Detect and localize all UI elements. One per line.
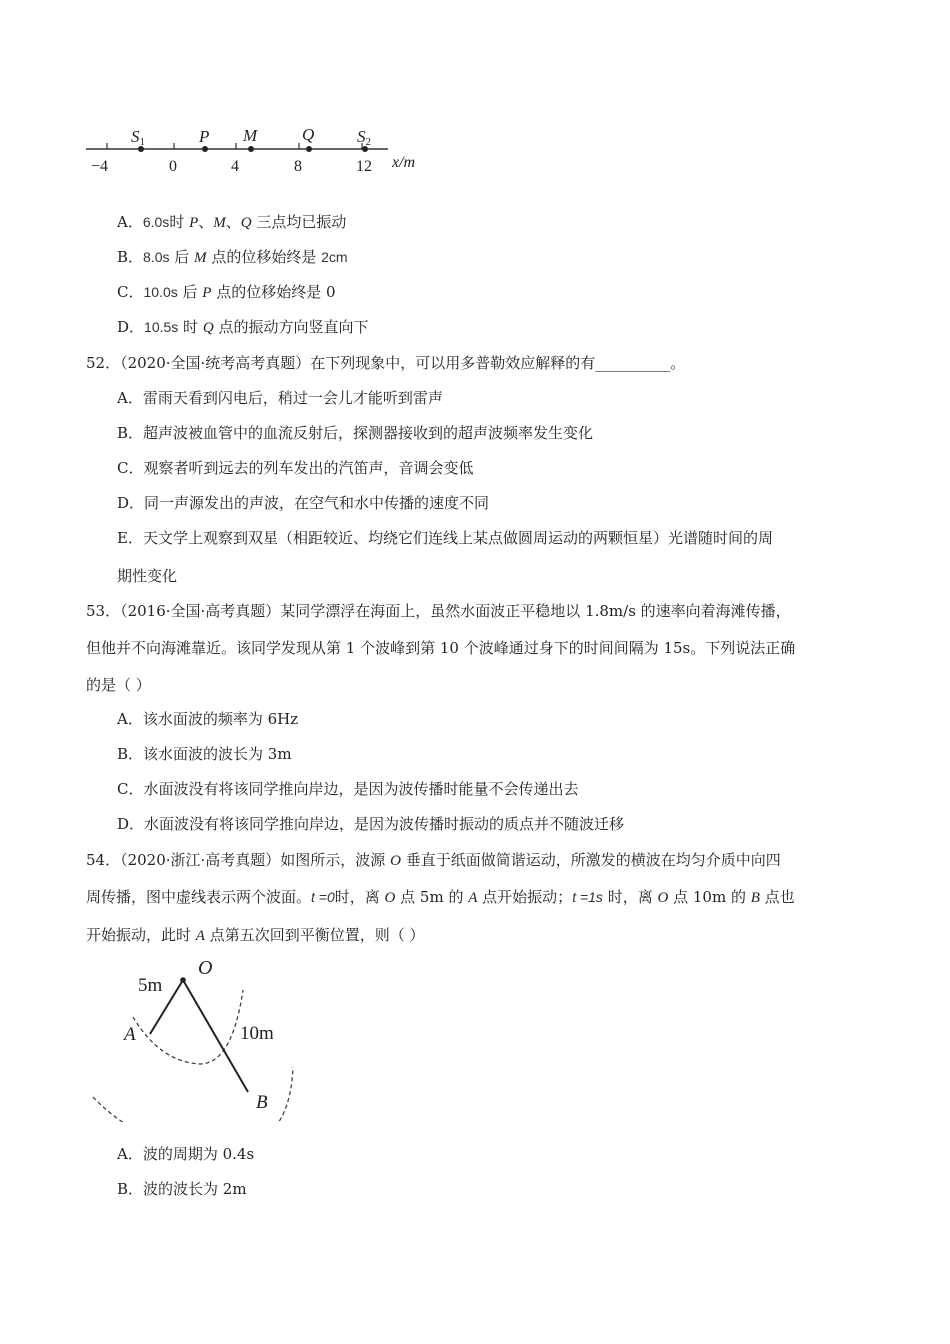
q52-option-b: B．超声波被血管中的血流反射后，探测器接收到的超声波频率发生变化 [117, 424, 594, 442]
q53-stem-line3: 的是（ ） [86, 676, 151, 694]
q53-option-b: B．该水面波的波长为 3m [117, 745, 292, 763]
source-point [180, 977, 186, 983]
number-line-figure [80, 118, 440, 180]
q54-stem-line1: 54．（2020·浙江·高考真题）如图所示，波源 O 垂直于纸面做简谐运动，所激发的横波在均匀介质中向四 [86, 851, 781, 869]
q52-option-c: C．观察者听到远去的列车发出的汽笛声，音调会变低 [117, 459, 474, 477]
q52-option-d: D．同一声源发出的声波，在空气和水中传播的速度不同 [117, 494, 490, 512]
q54-option-b: B．波的波长为 2m [117, 1180, 247, 1198]
label-m: M [243, 126, 258, 145]
q51-option-a: A．6.0s时 P、M、Q 三点均已振动 [117, 213, 347, 231]
point-m [248, 146, 254, 152]
label-q: Q [302, 125, 315, 144]
label-a: A [124, 1024, 136, 1045]
q53-option-c: C．水面波没有将该同学推向岸边，是因为波传播时能量不会传递出去 [117, 780, 579, 798]
q52-option-a: A．雷雨天看到闪电后，稍过一会儿才能听到雷声 [117, 389, 443, 407]
q53-stem-line1: 53．（2016·全国·高考真题）某同学漂浮在海面上，虽然水面波正平稳地以 1.8m/s 的速率向着海滩传播， [86, 602, 791, 620]
label-10m: 10m [240, 1023, 274, 1044]
q51-option-b: B．8.0s 后 M 点的位移始终是 2cm [117, 248, 348, 266]
q51-option-c: C．10.0s 后 P 点的位移始终是 0 [117, 283, 336, 301]
tick-label: −4 [91, 158, 109, 175]
point-q [306, 146, 312, 152]
q53-option-a: A．该水面波的频率为 6Hz [117, 710, 299, 728]
q52-option-e: E．天文学上观察到双星（相距较近、均绕它们连线上某点做圆周运动的两颗恒星）光谱随时间的周 [117, 529, 773, 547]
tick-label: 4 [231, 158, 239, 175]
label-5m: 5m [138, 975, 163, 996]
tick-label: 0 [169, 158, 177, 175]
tick-label: 8 [294, 158, 302, 175]
wave-front-inner [133, 990, 243, 1064]
label-o: O [198, 957, 213, 979]
point-p [202, 146, 208, 152]
tick-label: 12 [356, 158, 372, 175]
q54-stem-line2: 周传播，图中虚线表示两个波面。t =0时，离 O 点 5m 的 A 点开始振动；t =1s 时，离 O 点 10m 的 B 点也 [86, 888, 795, 906]
q52-stem: 52．（2020·全国·统考高考真题）在下列现象中，可以用多普勒效应解释的有__________。 [86, 354, 686, 372]
axis-label: x/m [392, 154, 416, 171]
q53-option-d: D．水面波没有将该同学推向岸边，是因为波传播时振动的质点并不随波迁移 [117, 815, 625, 833]
label-p: P [199, 127, 210, 146]
q51-option-d: D．10.5s 时 Q 点的振动方向竖直向下 [117, 318, 369, 336]
label-b: B [256, 1092, 268, 1113]
label-s1: S1 [131, 127, 145, 148]
q54-option-a: A．波的周期为 0.4s [117, 1145, 255, 1163]
q52-option-e-cont: 期性变化 [117, 567, 178, 585]
radius-ob [183, 980, 248, 1092]
wave-front-figure [80, 952, 310, 1122]
q53-stem-line2: 但他并不向海滩靠近。该同学发现从第 1 个波峰到第 10 个波峰通过身下的时间间隔为 15s。下列说法正确 [86, 639, 796, 657]
label-s2: S2 [357, 127, 371, 148]
q54-stem-line3: 开始振动，此时 A 点第五次回到平衡位置，则（ ） [86, 926, 425, 944]
